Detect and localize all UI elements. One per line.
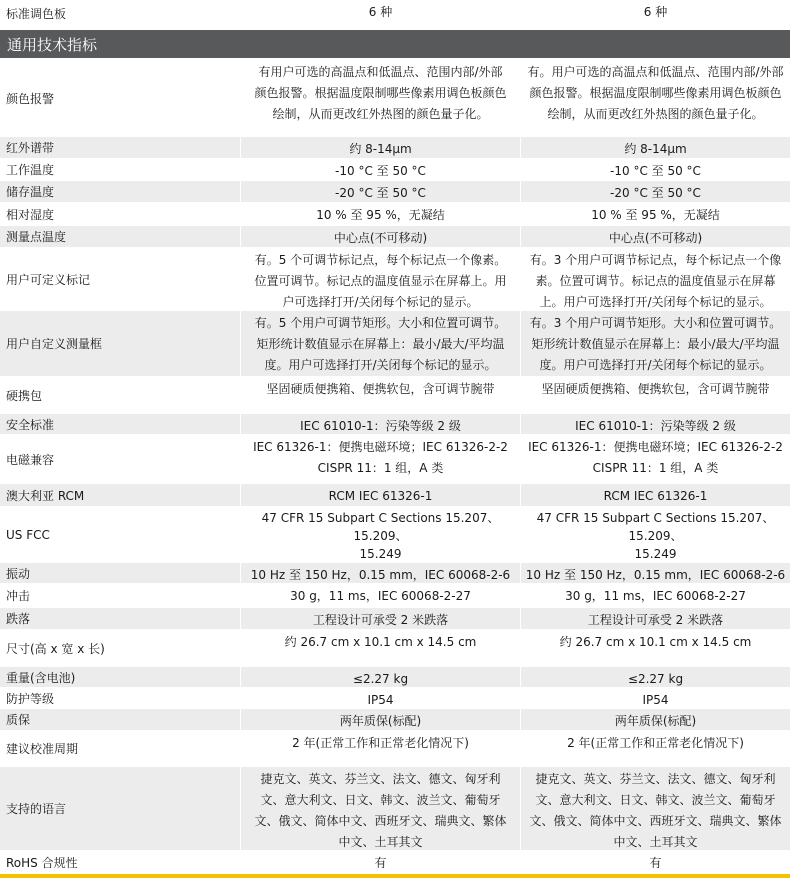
table-row (0, 484, 790, 507)
model-2-value: 两年质保(标配) (521, 709, 790, 730)
model-2-value: IEC 61010-1：污染等级 2 级 (521, 414, 790, 434)
table-row (0, 311, 790, 377)
row-label: 用户可定义标记 (0, 248, 240, 310)
row-label: RoHS 合规性 (0, 851, 240, 873)
model-1-value: 47 CFR 15 Subpart C Sections 15.207、 15.209、 15.249 (241, 507, 520, 562)
model-2-value: 约 26.7 cm x 10.1 cm x 14.5 cm (521, 630, 790, 666)
table-row (0, 667, 790, 688)
model-1-value: 中心点(不可移动) (241, 226, 520, 247)
model-2-value: 有。3 个用户可调节矩形。大小和位置可调节。 矩形统计数值显示在屏幕上：最小/最大/平均温 度。用户可选择打开/关闭每个标记的显示。 (521, 311, 790, 376)
model-1-value: 约 8-14μm (241, 137, 520, 158)
table-row (0, 630, 790, 667)
model-1-value: 6 种 (241, 0, 520, 27)
table-row (0, 767, 790, 851)
bottom-accent-rule (0, 874, 790, 878)
model-2-value: 10 % 至 95 %，无凝结 (521, 203, 790, 225)
table-row (0, 226, 790, 248)
row-label: 冲击 (0, 584, 240, 607)
model-2-value: IEC 61326-1：便携电磁环境；IEC 61326-2-2 CISPR 11：1 组，A 类 (521, 435, 790, 483)
row-label: 工作温度 (0, 159, 240, 180)
table-row (0, 377, 790, 414)
model-1-value: 有 (241, 851, 520, 873)
model-1-value: 有。5 个可调节标记点，每个标记点一个像素。 位置可调节。标记点的温度值显示在屏幕上。用 户可选择打开/关闭每个标记的显示。 (241, 248, 520, 310)
model-1-value: 约 26.7 cm x 10.1 cm x 14.5 cm (241, 630, 520, 666)
model-2-value: 有。用户可选的高温点和低温点、范围内部/外部 颜色报警。根据温度限制哪些像素用调色板颜色 绘制，从而更改红外热图的颜色量子化。 (521, 60, 790, 136)
model-1-value: 有。5 个用户可调节矩形。大小和位置可调节。 矩形统计数值显示在屏幕上：最小/最大/平均温 度。用户可选择打开/关闭每个标记的显示。 (241, 311, 520, 376)
model-1-value: RCM IEC 61326-1 (241, 484, 520, 506)
row-label: 相对湿度 (0, 203, 240, 225)
table-row (0, 851, 790, 874)
row-label: 澳大利亚 RCM (0, 484, 240, 506)
table-row (0, 608, 790, 630)
section-header: 通用技术指标 (0, 30, 790, 58)
table-row (0, 709, 790, 731)
table-row (0, 203, 790, 226)
model-1-value: 捷克文、英文、芬兰文、法文、德文、匈牙利 文、意大利文、日文、韩文、波兰文、葡萄牙 文、俄文、简体中文、西班牙文、瑞典文、繁体 中文、土耳其文 (241, 767, 520, 850)
model-1-value: 工程设计可承受 2 米跌落 (241, 608, 520, 629)
row-label: 振动 (0, 563, 240, 583)
model-2-value: 捷克文、英文、芬兰文、法文、德文、匈牙利 文、意大利文、日文、韩文、波兰文、葡萄牙 文、俄文、简体中文、西班牙文、瑞典文、繁体 中文、土耳其文 (521, 767, 790, 850)
table-row (0, 584, 790, 608)
row-label: 安全标准 (0, 414, 240, 434)
model-2-value: RCM IEC 61326-1 (521, 484, 790, 506)
row-label: 支持的语言 (0, 767, 240, 850)
model-2-value: 47 CFR 15 Subpart C Sections 15.207、 15.209、 15.249 (521, 507, 790, 562)
table-row (0, 248, 790, 311)
row-label: 硬携包 (0, 377, 240, 413)
table-row (0, 181, 790, 203)
table-row (0, 435, 790, 484)
model-1-value: 有用户可选的高温点和低温点、范围内部/外部 颜色报警。根据温度限制哪些像素用调色板颜色 绘制，从而更改红外热图的颜色量子化。 (241, 60, 520, 136)
row-label: 标准调色板 (0, 0, 240, 27)
model-1-value: IP54 (241, 688, 520, 708)
table-row (0, 688, 790, 709)
model-2-value: IP54 (521, 688, 790, 708)
model-2-value: 有 (521, 851, 790, 873)
model-2-value: 2 年(正常工作和正常老化情况下) (521, 731, 790, 766)
model-2-value: 工程设计可承受 2 米跌落 (521, 608, 790, 629)
model-2-value: ≤2.27 kg (521, 667, 790, 687)
row-label: 尺寸(高 x 宽 x 长) (0, 630, 240, 666)
model-2-value: 约 8-14μm (521, 137, 790, 158)
table-row (0, 731, 790, 767)
row-label: 建议校准周期 (0, 731, 240, 766)
row-label: 防护等级 (0, 688, 240, 708)
table-row (0, 137, 790, 159)
table-row (0, 0, 790, 28)
row-label: US FCC (0, 507, 240, 562)
model-1-value: IEC 61326-1：便携电磁环境；IEC 61326-2-2 CISPR 11：1 组，A 类 (241, 435, 520, 483)
table-row (0, 159, 790, 181)
model-2-value: 30 g，11 ms，IEC 60068-2-27 (521, 584, 790, 607)
model-1-value: -10 °C 至 50 °C (241, 159, 520, 180)
model-1-value: 两年质保(标配) (241, 709, 520, 730)
model-1-value: 10 Hz 至 150 Hz，0.15 mm，IEC 60068-2-6 (241, 563, 520, 583)
table-row (0, 60, 790, 137)
model-2-value: 10 Hz 至 150 Hz，0.15 mm，IEC 60068-2-6 (521, 563, 790, 583)
model-1-value: -20 °C 至 50 °C (241, 181, 520, 202)
row-label: 储存温度 (0, 181, 240, 202)
row-label: 质保 (0, 709, 240, 730)
model-1-value: 10 % 至 95 %，无凝结 (241, 203, 520, 225)
row-label: 测量点温度 (0, 226, 240, 247)
table-row (0, 563, 790, 584)
model-1-value: ≤2.27 kg (241, 667, 520, 687)
model-1-value: 坚固硬质便携箱、便携软包，含可调节腕带 (241, 377, 520, 413)
table-row (0, 414, 790, 435)
model-2-value: 6 种 (521, 0, 790, 27)
model-1-value: 2 年(正常工作和正常老化情况下) (241, 731, 520, 766)
row-label: 用户自定义测量框 (0, 311, 240, 376)
model-1-value: 30 g，11 ms，IEC 60068-2-27 (241, 584, 520, 607)
row-label: 红外谱带 (0, 137, 240, 158)
model-2-value: 中心点(不可移动) (521, 226, 790, 247)
model-2-value: 坚固硬质便携箱、便携软包，含可调节腕带 (521, 377, 790, 413)
model-2-value: 有。3 个用户可调节标记点，每个标记点一个像 素。位置可调节。标记点的温度值显示在屏幕 上。用户可选择打开/关闭每个标记的显示。 (521, 248, 790, 310)
row-label: 电磁兼容 (0, 435, 240, 483)
model-2-value: -20 °C 至 50 °C (521, 181, 790, 202)
row-label: 颜色报警 (0, 60, 240, 136)
row-label: 跌落 (0, 608, 240, 629)
row-label: 重量(含电池) (0, 667, 240, 687)
model-2-value: -10 °C 至 50 °C (521, 159, 790, 180)
model-1-value: IEC 61010-1：污染等级 2 级 (241, 414, 520, 434)
table-row (0, 507, 790, 563)
